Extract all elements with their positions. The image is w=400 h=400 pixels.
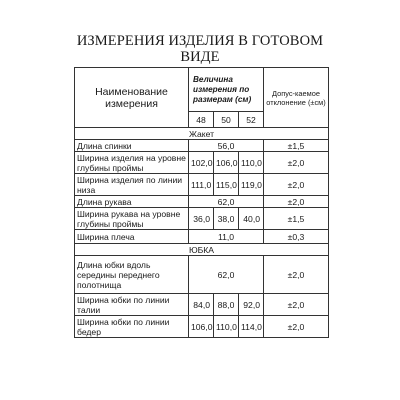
tolerance-value: ±2,0 [264,256,329,294]
table-row [75,196,329,208]
measurement-name: Ширина юбки по линии бедер [75,316,189,338]
measurement-value: 84,0 [189,294,214,316]
document-title: ИЗМЕРЕНИЯ ИЗДЕЛИЯ В ГОТОВОМ ВИДЕ [76,33,324,65]
measurement-value: 106,0 [189,316,214,338]
measurement-name: Ширина юбки по линии талии [75,294,189,316]
header-size: Величина измерения по размерам (см) [189,68,264,112]
tolerance-value: ±2,0 [264,316,329,338]
measurements-table [74,67,329,338]
size-52: 52 [239,112,264,128]
measurement-value: 92,0 [239,294,264,316]
measurement-name: Ширина изделия на уровне глубины проймы [75,152,189,174]
measurement-name: Ширина изделия по линии низа [75,174,189,196]
measurement-value: 36,0 [189,208,214,230]
tolerance-value: ±2,0 [264,152,329,174]
tolerance-value: ±2,0 [264,174,329,196]
table-row [75,208,329,230]
section-row [75,128,329,140]
measurement-value: 119,0 [239,174,264,196]
measurement-value: 110,0 [214,316,239,338]
measurement-value: 115,0 [214,174,239,196]
size-48: 48 [189,112,214,128]
measurement-value: 11,0 [189,230,264,244]
measurement-name: Длина спинки [75,140,189,152]
measurement-name: Длина рукава [75,196,189,208]
tolerance-value: ±1,5 [264,140,329,152]
measurement-value: 56,0 [189,140,264,152]
measurement-value: 40,0 [239,208,264,230]
measurement-value: 114,0 [239,316,264,338]
measurement-value: 110,0 [239,152,264,174]
section-title: Жакет [75,128,329,140]
table-row [75,152,329,174]
table-row [75,316,329,338]
table-row [75,174,329,196]
tolerance-value: ±2,0 [264,196,329,208]
measurement-value: 106,0 [214,152,239,174]
size-50: 50 [214,112,239,128]
measurement-value: 102,0 [189,152,214,174]
tolerance-value: ±1,5 [264,208,329,230]
measurement-value: 88,0 [214,294,239,316]
measurement-value: 111,0 [189,174,214,196]
measurement-value: 38,0 [214,208,239,230]
header-tolerance: Допус-каемое отклонение (±см) [264,68,329,128]
header-name: Наименование измерения [75,68,189,128]
table-body [75,128,329,338]
table-row [75,230,329,244]
tolerance-value: ±0,3 [264,230,329,244]
measurement-name: Ширина рукава на уровне глубины проймы [75,208,189,230]
section-row [75,244,329,256]
tolerance-value: ±2,0 [264,294,329,316]
measurement-name: Длина юбки вдоль середины переднего полотнища [75,256,189,294]
measurement-value: 62,0 [189,256,264,294]
table-row [75,256,329,294]
table-row [75,294,329,316]
measurement-name: Ширина плеча [75,230,189,244]
table-row [75,140,329,152]
measurement-value: 62,0 [189,196,264,208]
section-title: ЮБКА [75,244,329,256]
